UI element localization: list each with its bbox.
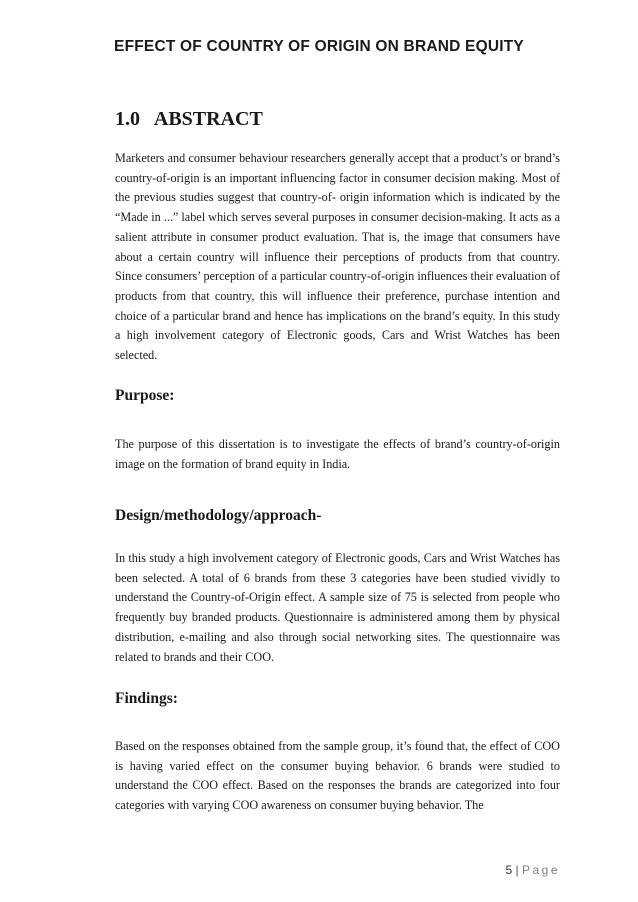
running-header: EFFECT OF COUNTRY OF ORIGIN ON BRAND EQUITY <box>114 38 524 55</box>
page-label: Page <box>521 863 560 877</box>
findings-paragraph: Based on the responses obtained from the sample group, it’s found that, the effect of COO is having varied effect on the consumer buying behavior. 6 brands were studied to understand the COO effect. Based on the responses the brands are categorized into four categories with varying COO awareness on consumer buying behavior. The <box>115 739 560 813</box>
purpose-paragraph: The purpose of this dissertation is to investigate the effects of brand’s country-of-origin image on the formation of brand equity in India. <box>115 437 560 471</box>
findings-heading: Findings: <box>115 690 178 707</box>
page-number: 5 <box>505 863 513 877</box>
abstract-heading: 1.0 ABSTRACT <box>115 108 263 130</box>
purpose-heading: Purpose: <box>115 387 175 404</box>
abstract-paragraph: Marketers and consumer behaviour researchers generally accept that a product’s or brand’s country-of-origin is an important influencing factor in consumer decision making. Most of the previous studies suggest that country-of- origin information which is indicated by the “Made in ...” label which serves several purposes in consumer decision-making. It acts as a salient attribute in consumer product evaluation. That is, the image that consumers have about a certain country will influence their perceptions of products from that country. Since consumers’ perception of a particular country-of-origin influences their evaluation of products from that country, this will influence their preference, purchase intention and choice of a particular brand and hence has implications on the brand’s equity. In this study a high involvement category of Electronic goods, Cars and Wrist Watches has been selected. <box>115 151 560 363</box>
design-paragraph: In this study a high involvement category of Electronic goods, Cars and Wrist Watches has been selected. A total of 6 brands from these 3 categories have been studied vividly to understand the Country-of-Origin effect. A sample size of 75 is selected from people who frequently buy branded products. Questionnaire is administered among them by physical distribution, e-mailing and also through social networking sites. The questionnaire was related to brands and their COO. <box>115 551 560 664</box>
page-footer <box>460 863 560 877</box>
design-heading: Design/methodology/approach- <box>115 507 322 524</box>
footer-separator: | <box>515 863 519 877</box>
